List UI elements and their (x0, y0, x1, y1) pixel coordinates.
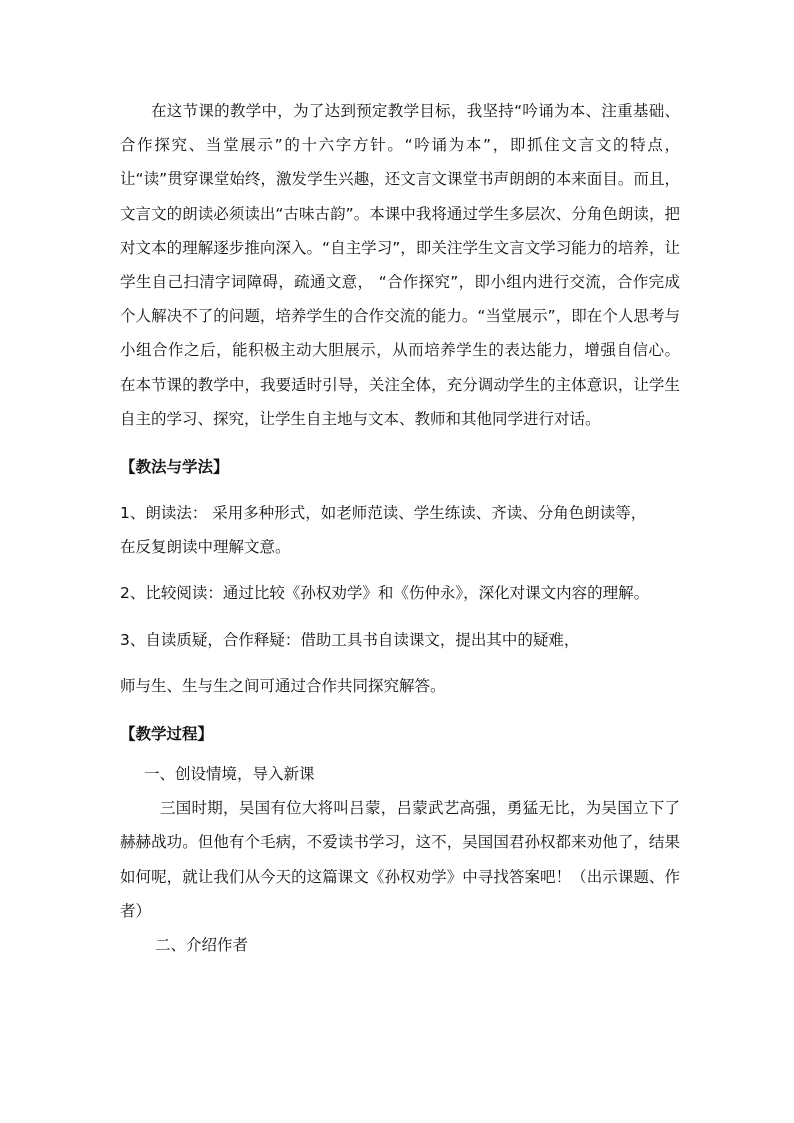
method-item-1 (120, 496, 680, 564)
method-item-1-line-1: 1、朗读法： 采用多种形式，如老师范读、学生练读、齐读、分角色朗读等， (120, 504, 647, 523)
document-body (120, 94, 680, 962)
process-heading: 【教学过程】 (120, 725, 214, 744)
section-2-title: 二、介绍作者 (155, 936, 249, 955)
methods-heading: 【教法与学法】 (120, 458, 229, 477)
method-item-1-line-2: 在反复朗读中理解文意。 (120, 538, 291, 557)
intro-paragraph: 在这节课的教学中，为了达到预定教学目标，我坚持“吟诵为本、注重基础、合作探究、当堂展示”的十六字方针。“吟诵为本”，即抓住文言文的特点，让“读”贯穿课堂始终，激发学生兴趣，还文言文课堂书声朗朗的本来面目。而且，文言文的朗读必须读出“古味古韵”。本课中我将通过学生多层次、分角色朗读，把对文本的理解逐步推向深入。“自主学习”，即关注学生文言文学习能力的培养，让学生自己扫清字词障碍，疏通文意， “合作探究”，即小组内进行交流，合作完成个人解决不了的问题，培养学生的合作交流的能力。“当堂展示”，即在个人思考与小组合作之后，能积极主动大胆展示，从而培养学生的表达能力，增强自信心。 在本节课的教学中，我要适时引导，关注全体，充分调动学生的主体意识，让学生自主的学习、探究，让学生自主地与文本、教师和其他同学进行对话。 (120, 102, 680, 428)
method-item-3: 3、自读质疑，合作释疑：借助工具书自读课文，提出其中的疑难， (120, 630, 580, 649)
method-item-3-continuation: 师与生、生与生之间可通过合作共同探究解答。 (120, 676, 446, 695)
method-item-2: 2、比较阅读：通过比较《孙权劝学》和《伤仲永》，深化对课文内容的理解。 (120, 584, 650, 603)
section-1-text: 三国时期，吴国有位大将叫吕蒙，吕蒙武艺高强，勇猛无比，为吴国立下了赫赫战功。但他有个毛病，不爱读书学习，这不，吴国国君孙权都来劝他了，结果如何呢，就让我们从今天的这篇课文《孙权劝学》中寻找答案吧！（出示课题、作者） (120, 799, 680, 920)
section-1-title: 一、创设情境，导入新课 (144, 765, 315, 784)
